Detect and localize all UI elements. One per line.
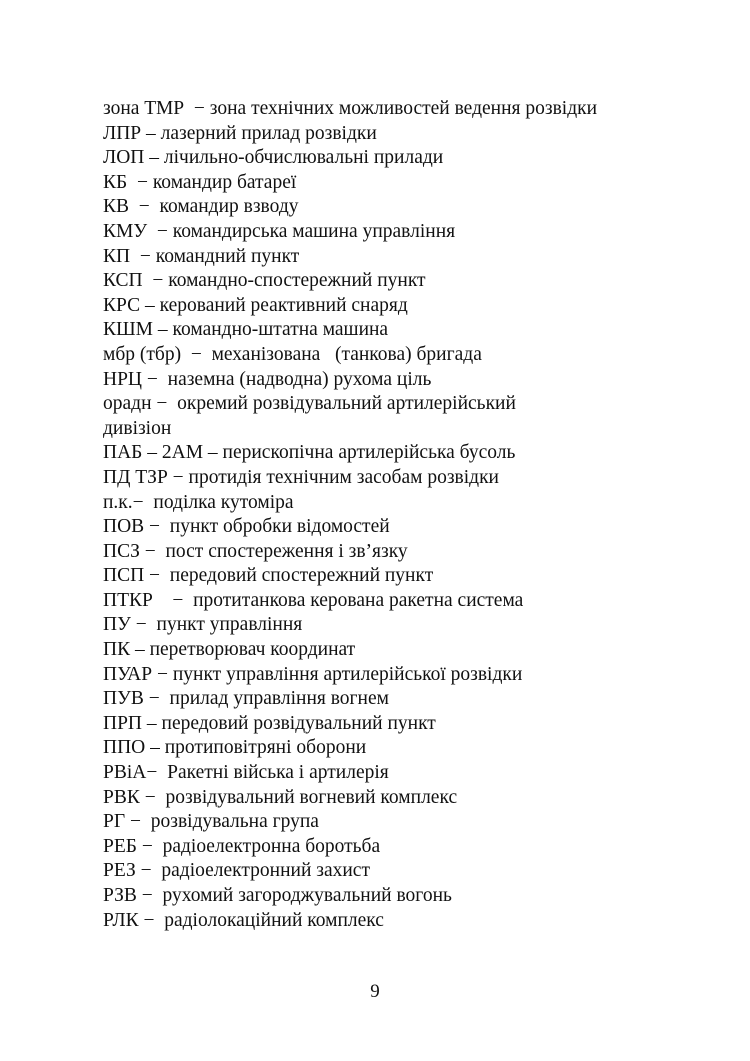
page-number: 9 — [370, 981, 380, 1002]
abbreviation-line: РЕБ − радіоелектронна боротьба — [103, 835, 381, 857]
abbreviation-line: РЛК − радіолокаційний комплекс — [103, 909, 384, 931]
abbreviation-line: орадн − окремий розвідувальний артилерійський — [103, 393, 516, 415]
abbreviation-line: мбр (тбр) − механізована (танкова) бригада — [103, 343, 482, 365]
abbreviation-line: ПОВ − пункт обробки відомостей — [103, 516, 390, 538]
abbreviation-line: ЛОП – лічильно-обчислювальні прилади — [103, 147, 444, 169]
abbreviation-line: ЛПР – лазерний прилад розвідки — [103, 122, 377, 144]
abbreviation-line: НРЦ − наземна (надводна) рухома ціль — [103, 368, 432, 390]
abbreviation-line: РВК − розвідувальний вогневий комплекс — [103, 786, 458, 808]
abbreviation-line: ППО – протиповітряні оборони — [103, 737, 367, 759]
abbreviation-line: КМУ − командирська машина управління — [103, 220, 456, 242]
abbreviation-line: ПСП − передовий спостережний пункт — [103, 565, 434, 587]
abbreviation-line: КСП − командно-спостережний пункт — [103, 270, 426, 292]
abbreviation-line: ПСЗ − пост спостереження і зв’язку — [103, 540, 408, 562]
abbreviation-line: ПУ − пункт управління — [103, 614, 303, 636]
abbreviation-line: РВіА− Ракетні війська і артилерія — [103, 762, 389, 784]
abbreviation-line: ПУАР − пункт управління артилерійської розвідки — [103, 663, 523, 685]
abbreviation-line: зона ТМР − зона технічних можливостей ведення розвідки — [103, 98, 598, 119]
abbreviations-list — [103, 97, 703, 933]
abbreviation-line: КВ − командир взводу — [103, 196, 299, 218]
abbreviation-line: ПТКР − протитанкова керована ракетна система — [103, 589, 524, 611]
abbreviation-line: КШМ – командно-штатна машина — [103, 319, 389, 341]
abbreviation-line: КП − командний пункт — [103, 245, 300, 267]
abbreviation-line: дивізіон — [103, 417, 172, 439]
abbreviation-line: ПД ТЗР − протидія технічним засобам розвідки — [103, 466, 499, 488]
abbreviation-line: КБ − командир батареї — [103, 171, 297, 193]
abbreviation-line: ПРП – передовий розвідувальний пункт — [103, 712, 436, 734]
abbreviation-line: ПУВ − прилад управління вогнем — [103, 688, 389, 710]
abbreviation-line: РЕЗ − радіоелектронний захист — [103, 860, 370, 882]
abbreviation-line: ПАБ – 2АМ – перископічна артилерійська бусоль — [103, 442, 516, 464]
abbreviation-line: РЗВ − рухомий загороджувальний вогонь — [103, 885, 452, 906]
abbreviation-line: КРС – керований реактивний снаряд — [103, 294, 408, 316]
abbreviation-line: ПК – перетворювач координат — [103, 639, 356, 661]
abbreviation-line: РГ − розвідувальна група — [103, 811, 319, 833]
abbreviation-line: п.к.− поділка кутоміра — [103, 491, 294, 513]
